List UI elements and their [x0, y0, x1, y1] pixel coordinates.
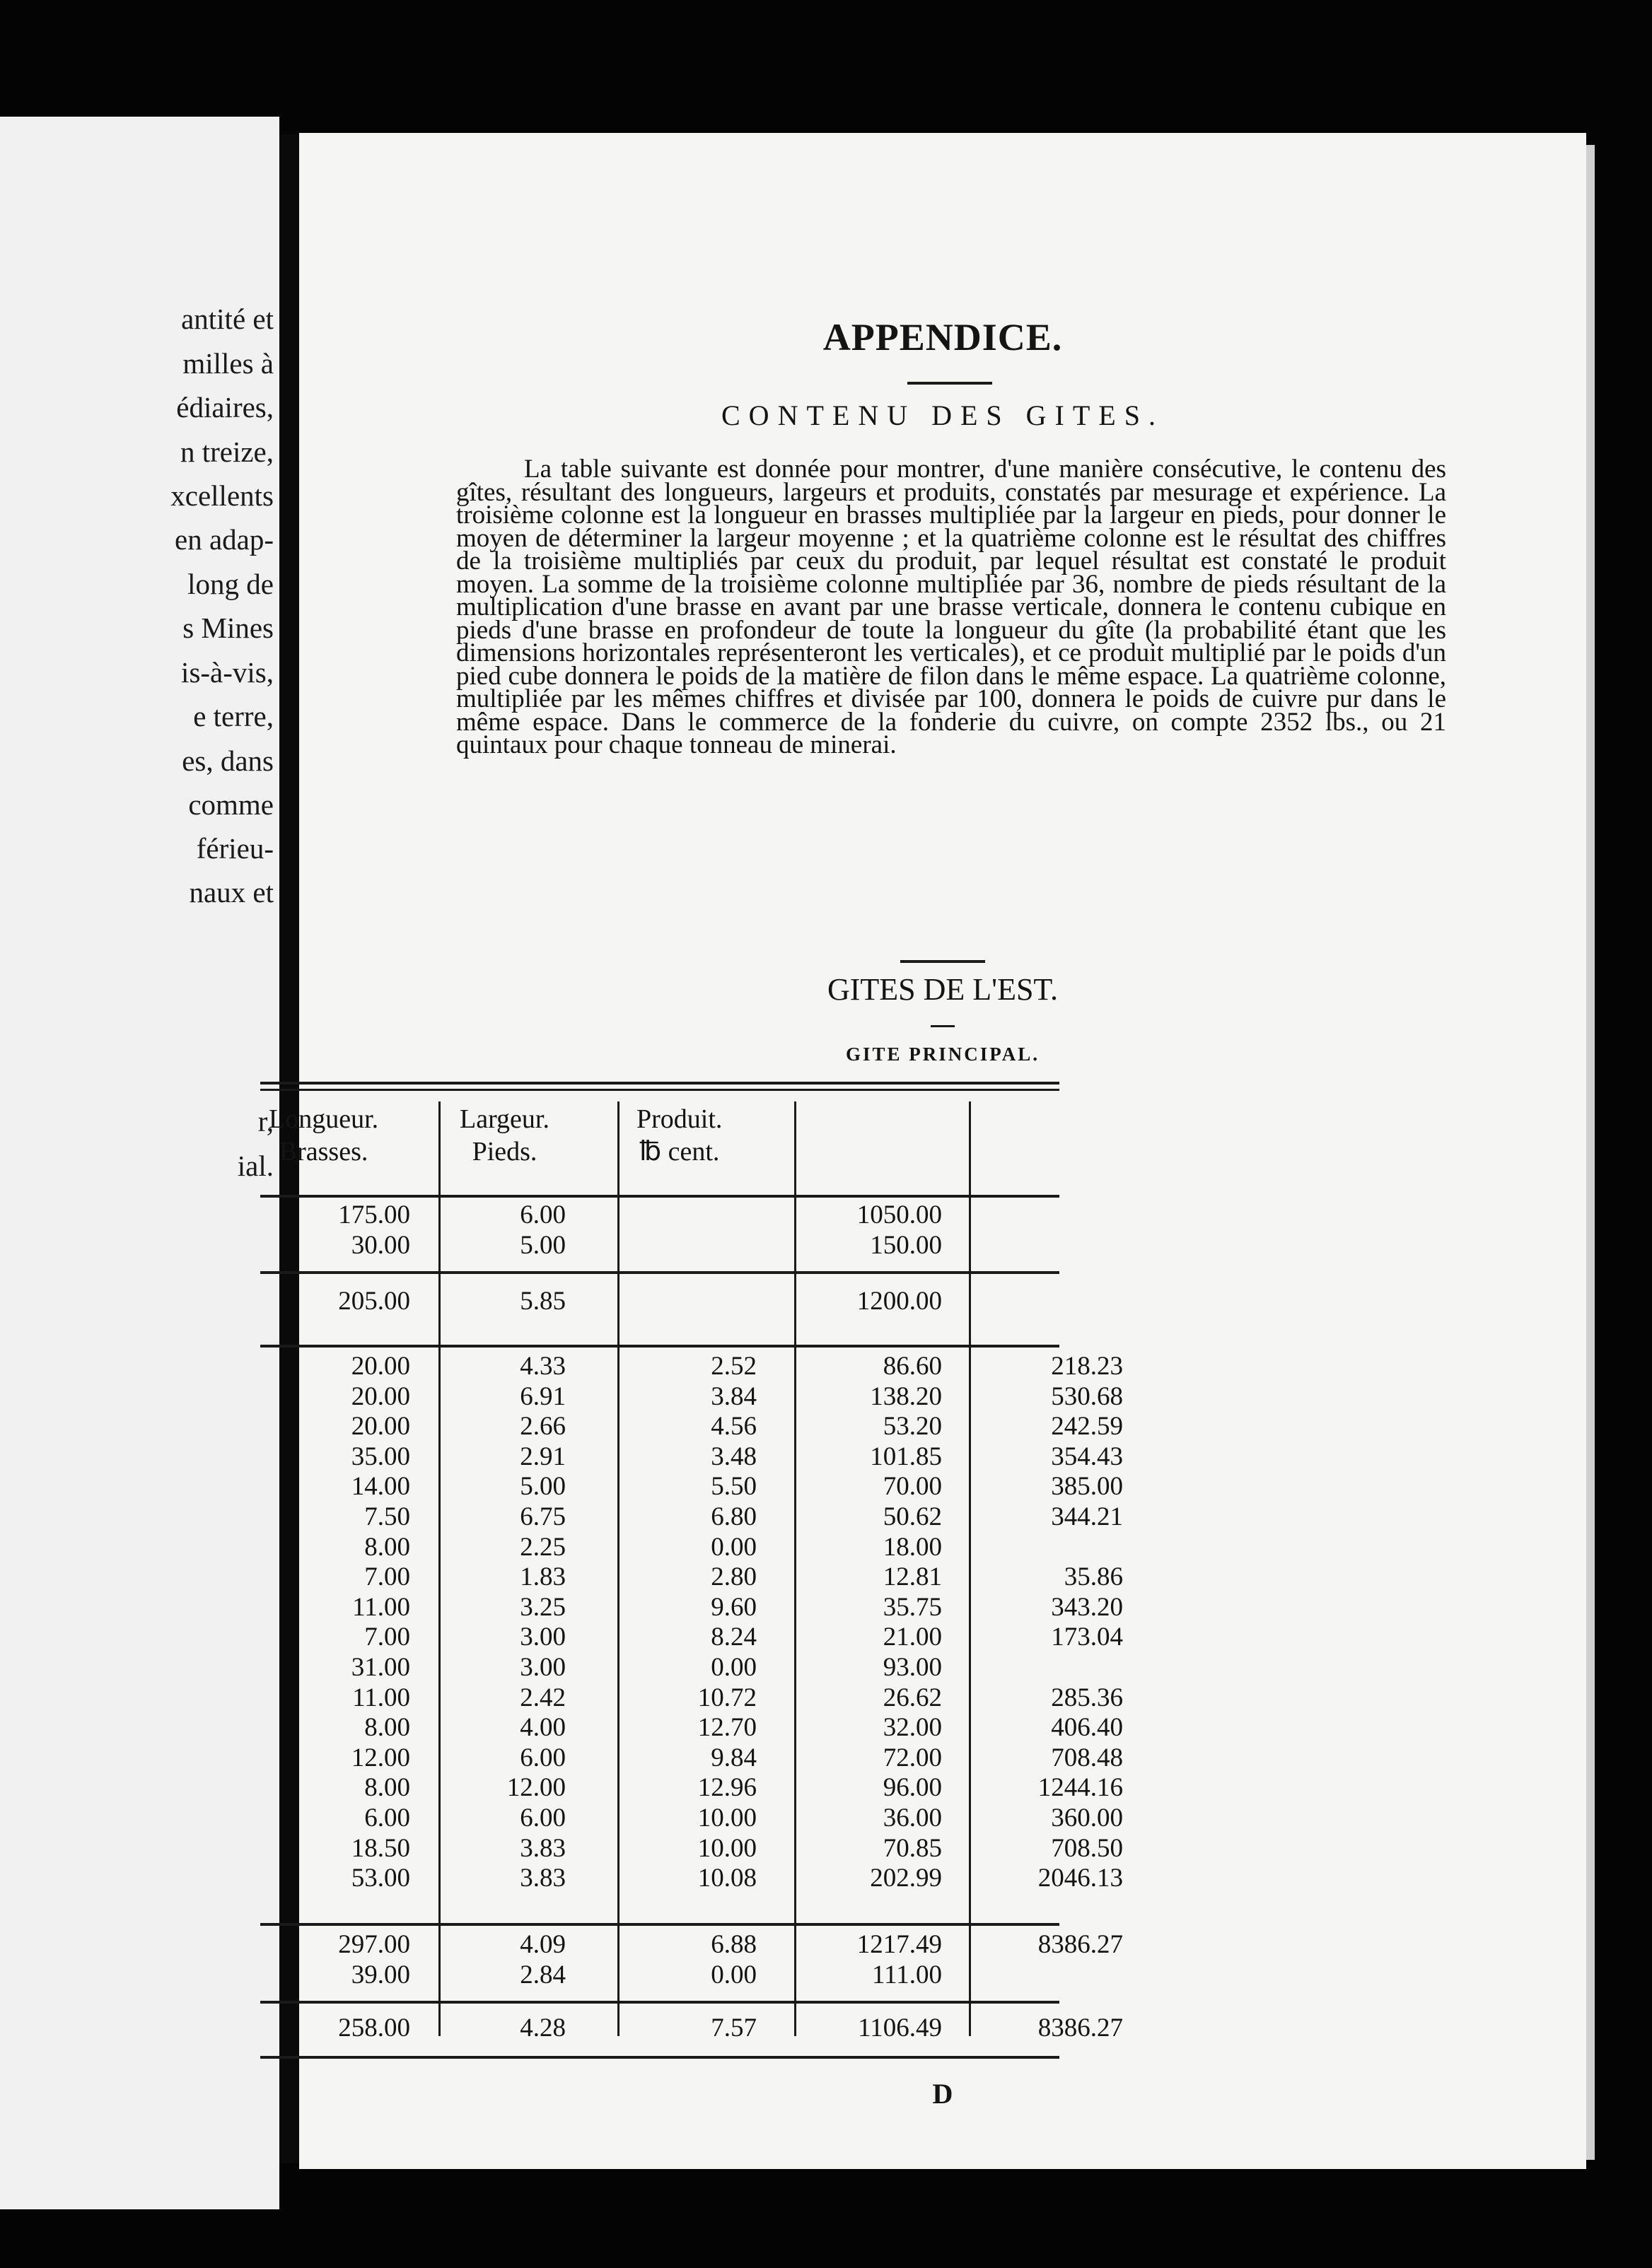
left-page-text-line: ial. — [237, 1150, 274, 1182]
table-cell: 12.00 — [351, 1743, 410, 1772]
table-cell: 6.00 — [364, 1804, 410, 1832]
table-cell: 8386.27 — [1037, 1930, 1123, 1959]
table-cell: 7.50 — [364, 1502, 410, 1531]
section-subtitle: GITE PRINCIPAL. — [845, 1044, 1040, 1065]
table-cell: 7.57 — [711, 2013, 757, 2042]
left-page-text-line: édiaires, — [176, 391, 274, 423]
table-cell: 360.00 — [1051, 1804, 1123, 1832]
table-cell: 4.00 — [520, 1713, 566, 1743]
table-cell: 138.20 — [870, 1381, 942, 1411]
table-cell: 344.21 — [1051, 1502, 1123, 1531]
table-cell: 1.83 — [520, 1562, 566, 1592]
table-rule — [260, 1089, 1059, 1091]
table-cell: 3.83 — [520, 1864, 566, 1893]
column-header-line: Largeur. — [460, 1104, 549, 1134]
table-cell: 20.00 — [351, 1381, 410, 1411]
left-page-text-line: antité et — [181, 303, 274, 335]
table-cell: 1200.00 — [856, 1287, 942, 1316]
table-cell: 53.20 — [883, 1412, 942, 1442]
table-cell: 0.00 — [711, 1532, 757, 1562]
column-header — [269, 1103, 378, 1168]
table-cell: 354.43 — [1051, 1442, 1123, 1471]
intro-text: La table suivante est donnée pour montrer, d'une manière consécutive, le contenu des gîtes, résultant des longueurs, largeurs et produits, constatés par mesurage et expérience. La troisième colonne est la longueur en brasses multipliée par la largeur en pieds, pour donner le moyen de déterminer la largeur moyenne ; et la quatrième colonne est le résultat des chiffres de la troisième multipliés par ceux du produit, par lequel résultat est constaté le produit moyen. La somme de la troisième colonne multipliée par 36, nombre de pieds résultant de la multiplication d'une brasse en avant par une brasse verticale, donnera le contenu cubique en pieds d'une brasse en profondeur de toute la longueur du gîte (la probabilité étant que les dimensions horizontales représenteront les verticales), et ce produit multiplié par le poids d'un pied cube donnera le poids de la matière de filon dans le même espace. La quatrième colonne, multipliée par les mêmes chiffres et divisée par 100, donnera le poids de cuivre pur dans le même espace. Dans le commerce de la fonderie du cuivre, on compte 2352 lbs., ou 21 quintaux pour chaque tonneau de minerai. — [456, 455, 1446, 759]
table-rule — [260, 2056, 1059, 2059]
table-cell: 3.83 — [520, 1833, 566, 1863]
column-rule — [617, 1101, 620, 2036]
table-cell: 7.00 — [364, 1623, 410, 1652]
table-cell: 2.52 — [711, 1352, 757, 1381]
column-header-line: Brasses. — [279, 1137, 368, 1167]
table-cell: 173.04 — [1051, 1623, 1123, 1652]
column-header-line: Longueur. — [269, 1104, 379, 1134]
column-header-line: Pieds. — [472, 1137, 537, 1167]
table-rule — [260, 1082, 1059, 1085]
table-cell: 9.84 — [711, 1743, 757, 1772]
page-edge — [1586, 145, 1595, 2160]
table-cell: 2.91 — [520, 1442, 566, 1471]
table-cell: 70.85 — [883, 1833, 942, 1863]
column-header — [460, 1103, 549, 1168]
table-cell: 530.68 — [1051, 1381, 1123, 1411]
table-cell: 3.00 — [520, 1623, 566, 1652]
table-cell: 93.00 — [883, 1653, 942, 1682]
left-page-text-line: n treize, — [180, 436, 274, 468]
left-page-text-line: is-à-vis, — [181, 656, 274, 689]
table-rule — [260, 1271, 1059, 1274]
left-page-text-line: es, dans — [182, 744, 274, 777]
table-cell: 26.62 — [883, 1683, 942, 1712]
page-title: APPENDICE. — [822, 316, 1063, 358]
table-cell: 18.50 — [351, 1833, 410, 1863]
table-cell: 0.00 — [711, 1960, 757, 1989]
table-cell: 242.59 — [1051, 1412, 1123, 1442]
column-header-line: Produit. — [636, 1104, 723, 1134]
left-page-text-line: naux et — [189, 876, 274, 908]
table-cell: 12.96 — [697, 1773, 757, 1803]
table-cell: 3.00 — [520, 1653, 566, 1682]
column-header-line: ℔ cent. — [639, 1137, 720, 1167]
table-cell: 35.86 — [1064, 1562, 1123, 1592]
table-cell: 6.88 — [711, 1930, 757, 1959]
section-sub-rule — [931, 1025, 955, 1027]
table-cell: 72.00 — [883, 1743, 942, 1772]
page-subtitle: CONTENU DES GITES. — [721, 399, 1164, 431]
table-cell: 6.00 — [520, 1804, 566, 1832]
table-cell: 8386.27 — [1037, 2013, 1123, 2042]
table-cell: 10.08 — [697, 1864, 757, 1893]
table-cell: 205.00 — [338, 1287, 410, 1316]
table-cell: 14.00 — [351, 1472, 410, 1502]
table-cell: 20.00 — [351, 1352, 410, 1381]
table-cell: 31.00 — [351, 1653, 410, 1682]
table-cell: 111.00 — [871, 1960, 942, 1989]
table-cell: 1217.49 — [856, 1930, 942, 1959]
table-cell: 708.48 — [1051, 1743, 1123, 1772]
table-cell: 2.80 — [711, 1562, 757, 1592]
table-cell: 5.85 — [520, 1287, 566, 1316]
column-header — [636, 1103, 722, 1168]
table-rule — [260, 2001, 1059, 2004]
table-cell: 21.00 — [883, 1623, 942, 1652]
mine-data-table — [257, 1082, 1344, 2057]
table-cell: 258.00 — [338, 2013, 410, 2042]
table-cell: 32.00 — [883, 1713, 942, 1743]
signature-letter: D — [932, 2078, 953, 2110]
title-rule — [907, 382, 992, 385]
intro-paragraph — [456, 455, 1446, 759]
table-cell: 1106.49 — [858, 2013, 942, 2042]
column-rule — [794, 1101, 796, 2036]
table-cell: 285.36 — [1051, 1683, 1123, 1712]
table-cell: 3.48 — [711, 1442, 757, 1471]
table-cell: 2046.13 — [1037, 1864, 1123, 1893]
table-cell: 2.66 — [520, 1412, 566, 1442]
table-rule — [260, 1345, 1059, 1348]
table-cell: 5.50 — [711, 1472, 757, 1502]
section-title: GITES DE L'EST. — [827, 972, 1059, 1007]
table-cell: 385.00 — [1051, 1472, 1123, 1502]
left-page-text-line: s Mines — [182, 612, 274, 644]
table-cell: 1244.16 — [1037, 1773, 1123, 1803]
table-cell: 8.00 — [364, 1532, 410, 1562]
table-cell: 3.25 — [520, 1592, 566, 1622]
table-cell: 96.00 — [883, 1773, 942, 1803]
table-cell: 10.00 — [697, 1833, 757, 1863]
table-cell: 8.00 — [364, 1773, 410, 1803]
table-rule — [260, 1923, 1059, 1926]
table-cell: 53.00 — [351, 1864, 410, 1893]
table-cell: 5.00 — [520, 1231, 566, 1260]
table-cell: 2.84 — [520, 1960, 566, 1989]
table-cell: 35.00 — [351, 1442, 410, 1471]
section-rule — [900, 960, 985, 963]
table-cell: 297.00 — [338, 1930, 410, 1959]
table-cell: 12.81 — [883, 1562, 942, 1592]
table-cell: 175.00 — [338, 1200, 410, 1229]
table-cell: 6.75 — [520, 1502, 566, 1531]
table-cell: 343.20 — [1051, 1592, 1123, 1622]
table-cell: 8.24 — [711, 1623, 757, 1652]
column-rule — [438, 1101, 441, 2036]
table-cell: 6.00 — [520, 1200, 566, 1229]
table-cell: 10.72 — [697, 1683, 757, 1712]
left-page-text-line: e terre, — [193, 700, 274, 732]
table-cell: 18.00 — [883, 1532, 942, 1562]
table-cell: 35.75 — [883, 1592, 942, 1622]
table-cell: 4.56 — [711, 1412, 757, 1442]
table-cell: 12.00 — [506, 1773, 566, 1803]
table-cell: 4.09 — [520, 1930, 566, 1959]
table-cell: 101.85 — [870, 1442, 942, 1471]
left-page-text-line: r, — [257, 1105, 274, 1138]
table-cell: 7.00 — [364, 1562, 410, 1592]
table-cell: 10.00 — [697, 1804, 757, 1832]
table-cell: 406.40 — [1051, 1713, 1123, 1743]
table-cell: 70.00 — [883, 1472, 942, 1502]
table-cell: 11.00 — [352, 1592, 410, 1622]
table-cell: 36.00 — [883, 1804, 942, 1832]
table-rule — [260, 1195, 1059, 1198]
table-cell: 6.00 — [520, 1743, 566, 1772]
table-cell: 20.00 — [351, 1412, 410, 1442]
left-page-text-line: milles à — [182, 347, 274, 380]
table-cell: 708.50 — [1051, 1833, 1123, 1863]
table-cell: 11.00 — [352, 1683, 410, 1712]
table-cell: 4.33 — [520, 1352, 566, 1381]
left-page-text-line: férieu- — [196, 832, 274, 865]
table-cell: 39.00 — [351, 1960, 410, 1989]
left-page-text-line: xcellents — [170, 479, 274, 512]
table-cell: 30.00 — [351, 1231, 410, 1260]
table-cell: 150.00 — [870, 1231, 942, 1260]
table-cell: 12.70 — [697, 1713, 757, 1743]
table-cell: 2.25 — [520, 1532, 566, 1562]
table-cell: 86.60 — [883, 1352, 942, 1381]
table-cell: 9.60 — [711, 1592, 757, 1622]
table-cell: 8.00 — [364, 1713, 410, 1743]
table-cell: 202.99 — [870, 1864, 942, 1893]
table-cell: 0.00 — [711, 1653, 757, 1682]
table-cell: 1050.00 — [856, 1200, 942, 1229]
left-page-text-line: comme — [188, 788, 274, 821]
previous-page-fragment — [0, 117, 279, 2209]
table-cell: 2.42 — [520, 1683, 566, 1712]
table-cell: 6.80 — [711, 1502, 757, 1531]
table-cell: 6.91 — [520, 1381, 566, 1411]
table-cell: 218.23 — [1051, 1352, 1123, 1381]
table-cell: 50.62 — [883, 1502, 942, 1531]
table-cell: 4.28 — [520, 2013, 566, 2042]
column-rule — [969, 1101, 971, 2036]
left-page-text-line: long de — [187, 568, 274, 600]
table-cell: 5.00 — [520, 1472, 566, 1502]
table-cell: 3.84 — [711, 1381, 757, 1411]
left-page-text-line: en adap- — [175, 523, 274, 556]
